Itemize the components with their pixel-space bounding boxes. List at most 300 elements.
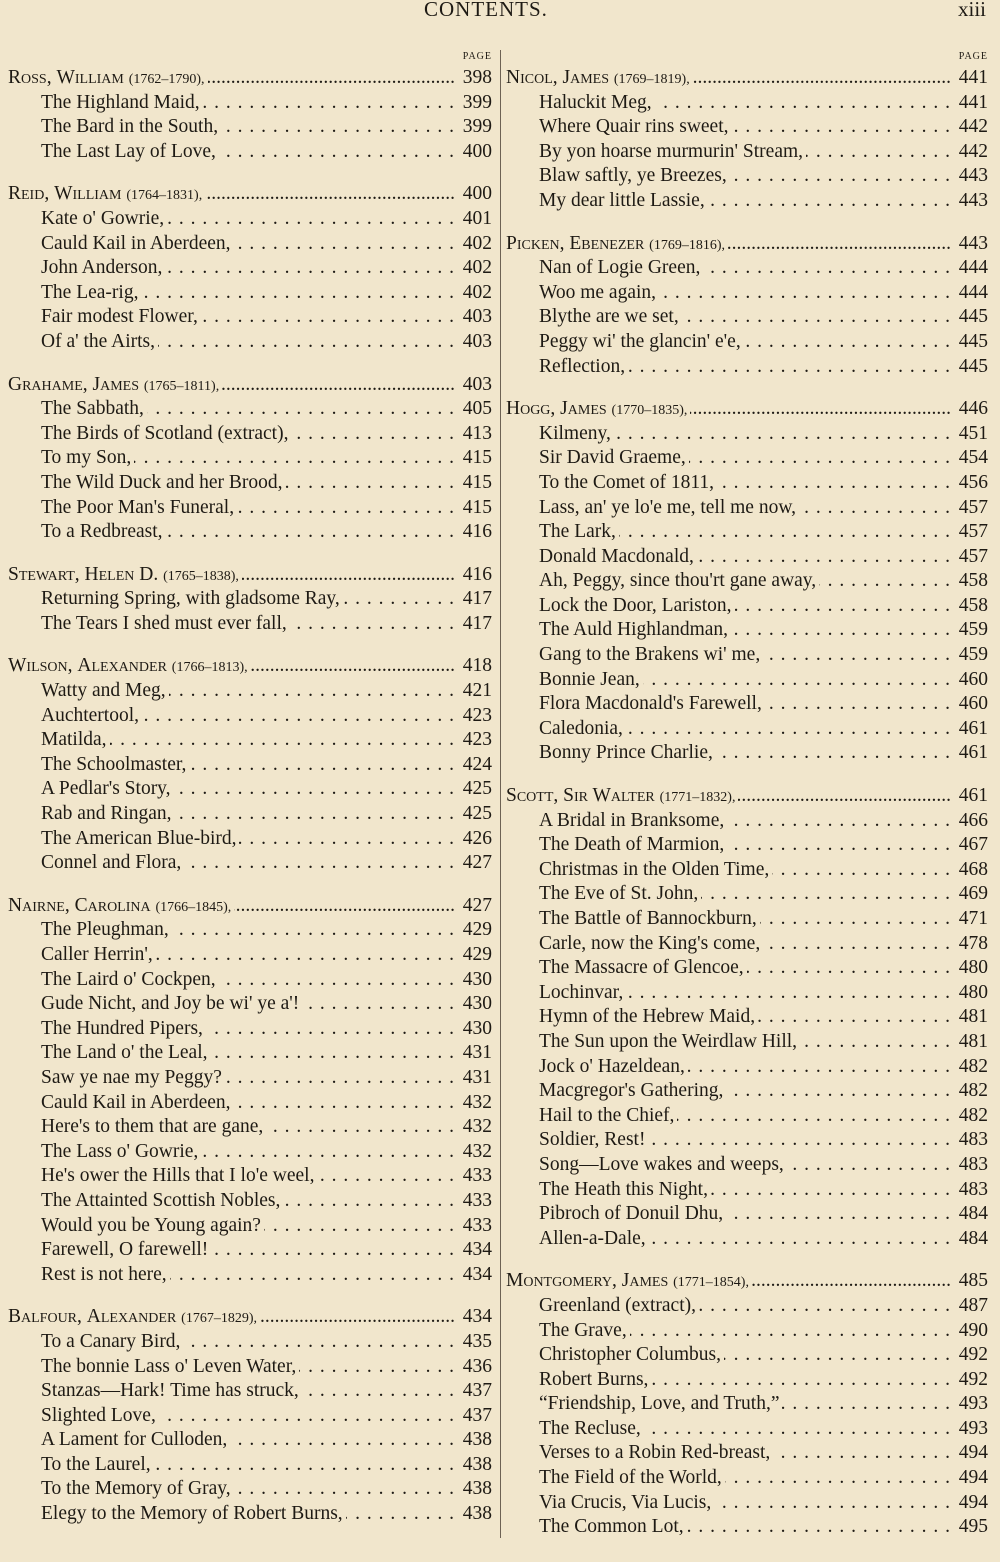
poem-row <box>8 753 492 778</box>
poem-page: 399 <box>462 91 492 113</box>
poem-page: 494 <box>958 1442 988 1464</box>
dot-leader <box>147 397 455 422</box>
poem-page: 467 <box>958 834 988 856</box>
poem-title: The Lea-rig, <box>41 281 139 303</box>
author-years: (1767–1829), <box>181 1311 257 1327</box>
poem-page: 417 <box>462 612 492 634</box>
poem-page: 415 <box>462 471 492 493</box>
dot-leader <box>290 612 455 637</box>
poem-row <box>506 858 988 883</box>
author-years: (1769–1819), <box>613 72 690 87</box>
poem-page: 444 <box>958 281 988 303</box>
poem-title: Ah, Peggy, since thou'rt gane away, <box>539 570 817 592</box>
poem-page: 423 <box>462 704 492 726</box>
author-surname: Ross, <box>8 67 52 88</box>
poem-page: 481 <box>958 1030 988 1052</box>
author-heading <box>8 182 202 209</box>
poem-row <box>506 1128 988 1153</box>
author-years: (1765–1811), <box>143 378 220 394</box>
dot-leader <box>782 1392 951 1417</box>
author-years: (1765–1838), <box>163 568 239 584</box>
author-entry <box>8 182 492 354</box>
poem-page: 484 <box>958 1227 988 1249</box>
dot-leader <box>738 784 951 809</box>
author-surname: Scott, <box>506 785 559 807</box>
dot-leader <box>210 1041 455 1066</box>
poem-page: 416 <box>462 521 492 543</box>
poem-page: 437 <box>462 1404 492 1426</box>
dot-leader <box>174 777 455 802</box>
author-entry <box>8 66 492 164</box>
author-heading <box>8 563 239 590</box>
poem-row <box>506 1515 988 1540</box>
poem-row <box>8 1091 492 1116</box>
poem-title: The Last Lay of Love, <box>41 140 216 162</box>
page-number: xiii <box>957 0 986 21</box>
dot-leader <box>799 496 951 521</box>
poem-page: 432 <box>462 1116 492 1138</box>
poem-title: Stanzas—Hark! Time has struck, <box>41 1380 299 1402</box>
poem-row <box>8 1502 492 1527</box>
author-row <box>8 182 492 207</box>
dot-leader <box>619 520 951 545</box>
poem-row <box>506 1441 988 1466</box>
poem-title: Rab and Ringan, <box>41 803 172 825</box>
author-row <box>8 66 492 91</box>
author-heading <box>506 66 690 93</box>
author-entry <box>8 654 492 875</box>
poem-row <box>506 1466 988 1491</box>
poem-row <box>8 1404 492 1429</box>
dot-leader <box>614 422 951 447</box>
poem-page: 438 <box>462 1478 492 1500</box>
poem-row <box>8 91 492 116</box>
poem-page: 438 <box>462 1503 492 1525</box>
poem-title: Soldier, Rest! <box>539 1129 646 1151</box>
poem-title: Would you be Young again? <box>41 1214 261 1236</box>
dot-leader <box>677 1104 951 1129</box>
poem-title: Slighted Love, <box>41 1404 156 1426</box>
author-forename: James <box>560 398 607 420</box>
poem-title: Bonnie Jean, <box>539 668 640 690</box>
dot-leader <box>758 1005 951 1030</box>
dot-leader <box>169 679 455 704</box>
poem-page: 458 <box>958 570 988 592</box>
poem-title: The Highland Maid, <box>41 91 200 113</box>
author-surname: Reid, <box>8 183 50 205</box>
poem-page: 431 <box>462 1042 492 1064</box>
poem-row <box>506 140 988 165</box>
author-forename: Ebenezer <box>569 232 645 254</box>
dot-leader <box>222 373 455 398</box>
poem-page: 436 <box>462 1355 492 1377</box>
poem-title: The bonnie Lass o' Leven Water, <box>41 1355 297 1377</box>
poem-page: 471 <box>958 908 988 929</box>
poem-title: Reflection, <box>539 355 626 377</box>
poem-row <box>506 668 988 693</box>
dot-leader <box>230 1428 455 1453</box>
poem-row <box>8 777 492 802</box>
dot-leader <box>343 587 455 612</box>
dot-leader <box>688 1055 951 1080</box>
poem-title: Elegy to the Memory of Robert Burns, <box>41 1503 343 1525</box>
poem-page: 443 <box>958 189 988 211</box>
poem-page: 437 <box>462 1380 492 1402</box>
dot-leader <box>730 164 951 189</box>
poem-row <box>8 330 492 355</box>
poem-title: The Common Lot, <box>539 1516 684 1538</box>
dot-leader <box>747 956 951 981</box>
poem-row <box>506 594 988 619</box>
poem-row <box>8 704 492 729</box>
poem-row <box>506 569 988 594</box>
poem-title: Hymn of the Hebrew Maid, <box>539 1006 756 1028</box>
poem-row <box>506 932 988 957</box>
dot-leader <box>183 1330 455 1355</box>
page-column-label: PAGE <box>462 51 492 62</box>
author-forename: Sir Walter <box>563 785 655 807</box>
dot-leader <box>701 882 951 907</box>
dot-leader <box>166 520 455 545</box>
poem-page: 460 <box>958 693 988 715</box>
dot-leader <box>765 692 951 717</box>
dot-leader <box>752 1269 951 1294</box>
author-page: 398 <box>462 67 492 88</box>
poem-page: 484 <box>958 1203 988 1225</box>
column-divider <box>500 50 501 1538</box>
poem-title: The Massacre of Glencoe, <box>539 957 744 979</box>
poem-title: Saw ye nae my Peggy? <box>41 1066 222 1088</box>
poem-title: Lock the Door, Lariston, <box>539 594 732 616</box>
poem-title: The Land o' the Leal, <box>41 1042 208 1064</box>
poem-row <box>506 833 988 858</box>
poem-page: 480 <box>958 957 988 979</box>
contents-column-right <box>506 50 988 1558</box>
dot-leader <box>628 355 951 380</box>
poem-title: Matilda, <box>41 729 107 751</box>
poem-title: Blaw saftly, ye Breezes, <box>539 165 727 187</box>
poem-title: To a Canary Bird, <box>41 1330 181 1352</box>
author-years: (1771–1832), <box>659 790 736 806</box>
poem-page: 442 <box>958 140 988 162</box>
poem-title: Peggy wi' the glancin' e'e, <box>539 330 741 352</box>
dot-leader <box>242 563 455 588</box>
dot-leader <box>189 753 455 778</box>
poem-page: 490 <box>958 1319 988 1341</box>
dot-leader <box>184 851 455 876</box>
poem-page: 427 <box>462 852 492 874</box>
poem-title: The Lass o' Gowrie, <box>41 1140 199 1162</box>
poem-title: Via Crucis, Via Lucis, <box>539 1491 712 1513</box>
poem-row <box>506 1005 988 1030</box>
poem-row <box>8 232 492 257</box>
dot-leader <box>211 1238 455 1263</box>
poem-title: Blythe are we set, <box>539 306 679 328</box>
poem-title: My dear little Lassie, <box>539 189 705 211</box>
dot-leader <box>234 232 455 257</box>
poem-title: The Sun upon the Weirdlaw Hill, <box>539 1030 798 1052</box>
poem-title: Of a' the Airts, <box>41 330 155 352</box>
dot-leader <box>699 1294 951 1319</box>
poem-title: The Sabbath, <box>41 398 144 420</box>
poem-row <box>8 1017 492 1042</box>
poem-row <box>8 446 492 471</box>
dot-leader <box>156 943 455 968</box>
dot-leader <box>203 91 455 116</box>
dot-leader <box>819 569 951 594</box>
poem-title: The Field of the World, <box>539 1467 722 1489</box>
poem-row <box>506 907 988 932</box>
poem-title: The Pleughman, <box>41 919 169 941</box>
poem-row <box>506 1055 988 1080</box>
contents-column-left <box>8 50 492 1545</box>
dot-leader <box>219 968 455 993</box>
poem-title: The Bard in the South, <box>41 116 219 138</box>
poem-title: Caller Herrin', <box>41 944 153 965</box>
poem-page: 451 <box>958 422 988 444</box>
author-years: (1766–1813), <box>171 660 248 676</box>
author-page: 441 <box>958 67 988 88</box>
author-row <box>8 373 492 398</box>
poem-page: 494 <box>958 1491 988 1513</box>
author-surname: Picken, <box>506 232 565 254</box>
poem-row <box>8 992 492 1017</box>
poem-page: 423 <box>462 729 492 751</box>
author-row <box>506 1269 988 1294</box>
poem-title: By yon hoarse murmurin' Stream, <box>539 140 804 162</box>
poem-page: 434 <box>462 1239 492 1261</box>
dot-leader <box>346 1502 455 1527</box>
poem-row <box>8 256 492 281</box>
poem-row <box>8 1355 492 1380</box>
dot-leader <box>134 446 455 471</box>
dot-leader <box>219 140 455 165</box>
dot-leader <box>251 654 455 679</box>
dot-leader <box>689 446 951 471</box>
poem-page: 424 <box>462 753 492 775</box>
poem-page: 493 <box>958 1393 988 1415</box>
author-forename: James <box>621 1270 669 1292</box>
poem-row <box>506 741 988 766</box>
poem-row <box>8 1330 492 1355</box>
dot-leader <box>703 256 951 281</box>
poem-row <box>506 1294 988 1319</box>
poem-row <box>506 115 988 140</box>
poem-row <box>8 968 492 993</box>
poem-row <box>8 1238 492 1263</box>
poem-page: 461 <box>958 742 988 764</box>
dot-leader <box>167 207 455 232</box>
author-surname: Stewart, <box>8 563 80 585</box>
dot-leader <box>264 1214 455 1239</box>
dot-leader <box>726 1202 951 1227</box>
dot-leader <box>687 1515 951 1540</box>
poem-row <box>506 1491 988 1516</box>
dot-leader <box>172 918 455 943</box>
poem-row <box>8 728 492 753</box>
poem-page: 478 <box>958 932 988 954</box>
poem-row <box>8 1263 492 1288</box>
poem-row <box>8 471 492 496</box>
author-page: 461 <box>958 785 988 807</box>
poem-page: 399 <box>462 116 492 138</box>
dot-leader <box>724 1343 951 1368</box>
author-page: 418 <box>462 655 492 677</box>
author-surname: Balfour, <box>8 1306 82 1328</box>
dot-leader <box>225 1066 455 1091</box>
poem-row <box>506 1030 988 1055</box>
dot-leader <box>725 1466 951 1491</box>
dot-leader <box>201 305 455 330</box>
author-entry <box>506 66 988 214</box>
poem-row <box>506 330 988 355</box>
poem-title: Hail to the Chief, <box>539 1104 675 1126</box>
poem-row <box>8 305 492 330</box>
poem-title: Christmas in the Olden Time, <box>539 858 770 880</box>
dot-leader <box>708 189 951 214</box>
poem-title: The Death of Marmion, <box>539 834 725 856</box>
poem-row <box>506 355 988 380</box>
poem-row <box>8 1453 492 1478</box>
poem-page: 403 <box>462 330 492 352</box>
poem-page: 432 <box>462 1140 492 1162</box>
poem-row <box>8 1140 492 1165</box>
dot-leader <box>727 809 951 834</box>
author-heading <box>506 397 687 424</box>
poem-page: 425 <box>462 778 492 800</box>
dot-leader <box>317 1164 455 1189</box>
poem-title: Auchtertool, <box>41 704 140 726</box>
author-list-right <box>506 66 988 1540</box>
poem-page: 469 <box>958 883 988 905</box>
poem-page: 426 <box>462 827 492 849</box>
author-surname: Grahame, <box>8 373 88 395</box>
poem-title: To a Redbreast, <box>41 521 163 543</box>
poem-page: 494 <box>958 1467 988 1489</box>
poem-page: 458 <box>958 594 988 616</box>
dot-leader <box>158 330 455 355</box>
author-surname: Wilson, <box>8 655 73 677</box>
dot-leader <box>731 618 951 643</box>
dot-leader <box>237 496 455 521</box>
poem-title: Sir David Graeme, <box>539 447 686 469</box>
dot-leader <box>728 232 951 257</box>
poem-row <box>8 827 492 852</box>
dot-leader <box>221 115 455 140</box>
author-row <box>506 397 988 422</box>
author-entry <box>8 1305 492 1526</box>
poem-row <box>8 1066 492 1091</box>
poem-page: 403 <box>462 306 492 328</box>
author-list-left <box>8 66 492 1527</box>
author-row <box>506 66 988 91</box>
poem-page: 425 <box>462 803 492 825</box>
poem-page: 434 <box>462 1263 492 1285</box>
poem-row <box>506 1343 988 1368</box>
dot-leader <box>711 1178 951 1203</box>
dot-leader <box>651 1368 951 1393</box>
author-page: 416 <box>462 563 492 585</box>
poem-row <box>8 1041 492 1066</box>
dot-leader <box>763 643 951 668</box>
poem-title: Carle, now the King's come, <box>539 932 761 954</box>
author-forename: James <box>562 67 609 88</box>
author-heading <box>506 784 735 811</box>
author-page: 434 <box>462 1306 492 1328</box>
poem-page: 405 <box>462 398 492 420</box>
dot-leader <box>626 717 951 742</box>
poem-title: To the Comet of 1811, <box>539 471 715 493</box>
poem-title: The Schoolmaster, <box>41 753 187 775</box>
author-heading <box>506 232 725 259</box>
dot-leader <box>649 1227 951 1252</box>
author-row <box>506 784 988 809</box>
author-page: 427 <box>462 894 492 916</box>
poem-page: 433 <box>462 1189 492 1211</box>
poem-page: 466 <box>958 809 988 831</box>
poem-row <box>506 1392 988 1417</box>
dot-leader <box>291 422 455 447</box>
author-forename: William <box>56 67 124 88</box>
author-heading <box>8 654 248 681</box>
poem-page: 433 <box>462 1165 492 1187</box>
dot-leader <box>141 281 455 306</box>
poem-page: 402 <box>462 281 492 303</box>
poem-page: 402 <box>462 232 492 254</box>
dot-leader <box>110 728 455 753</box>
dot-leader <box>732 115 951 140</box>
dot-leader <box>234 1091 455 1116</box>
poem-page: 460 <box>958 668 988 690</box>
dot-leader <box>726 1079 951 1104</box>
poem-page: 433 <box>462 1214 492 1236</box>
author-row <box>506 232 988 257</box>
poem-title: Farewell, O farewell! <box>41 1239 209 1261</box>
poem-title: The American Blue-bird, <box>41 827 237 849</box>
dot-leader <box>142 704 455 729</box>
author-entry <box>506 232 988 380</box>
poem-row <box>8 802 492 827</box>
author-forename: Carolina <box>74 894 151 916</box>
dot-leader <box>690 397 951 422</box>
poem-row <box>506 520 988 545</box>
poem-row <box>8 1189 492 1214</box>
poem-row <box>8 207 492 232</box>
poem-row <box>506 1368 988 1393</box>
author-row <box>8 563 492 588</box>
dot-leader <box>154 1453 455 1478</box>
poem-row <box>8 422 492 447</box>
poem-title: Allen-a-Dale, <box>539 1227 646 1249</box>
poem-title: Fair modest Flower, <box>41 306 198 328</box>
dot-leader <box>170 1263 455 1288</box>
author-entry <box>506 1269 988 1540</box>
poem-row <box>506 91 988 116</box>
poem-page: 445 <box>958 306 988 328</box>
poem-row <box>506 1153 988 1178</box>
poem-row <box>506 422 988 447</box>
author-surname: Hogg, <box>506 398 556 420</box>
poem-row <box>8 943 492 968</box>
author-page: 403 <box>462 373 492 395</box>
poem-page: 482 <box>958 1104 988 1126</box>
dot-leader <box>693 66 951 91</box>
dot-leader <box>644 1417 951 1442</box>
poem-row <box>506 256 988 281</box>
author-years: (1771–1854), <box>673 1275 749 1291</box>
poem-title: To the Laurel, <box>41 1453 151 1475</box>
poem-page: 495 <box>958 1516 988 1538</box>
